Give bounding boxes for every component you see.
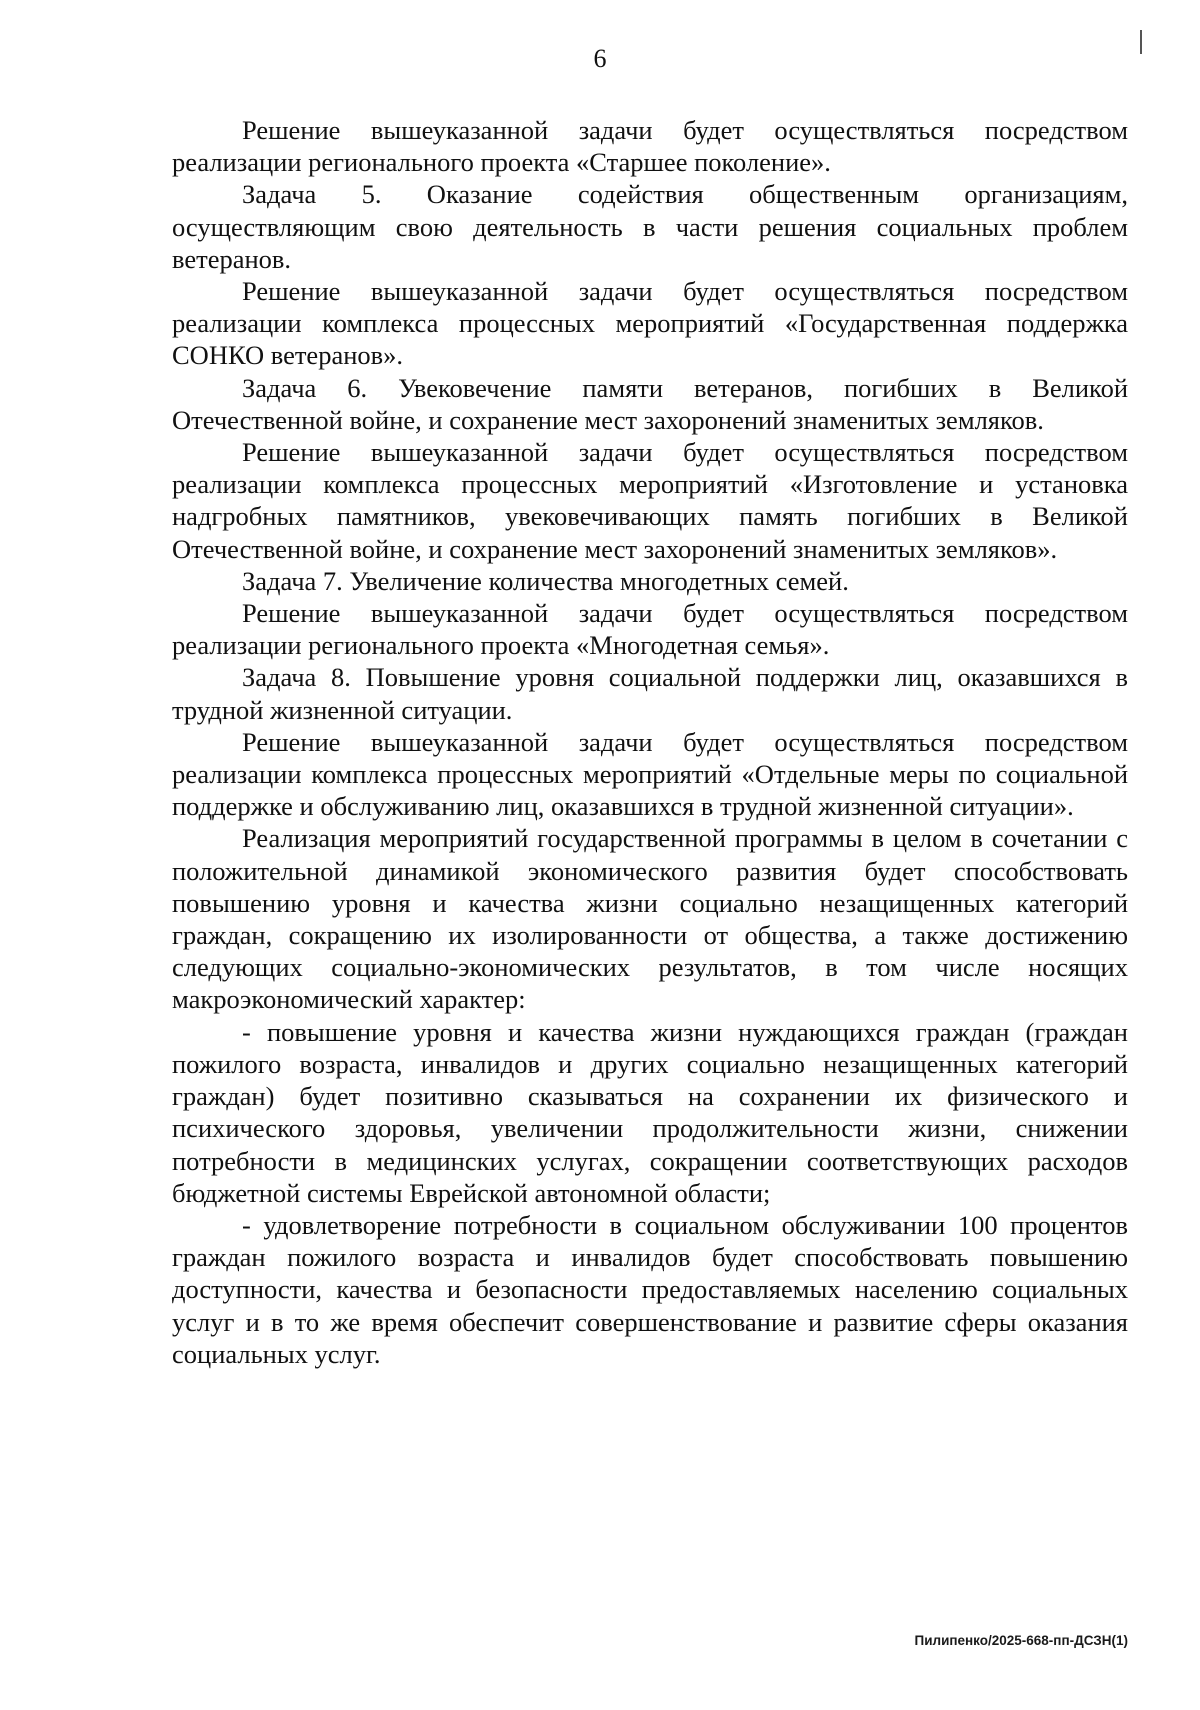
paragraph: Решение вышеуказанной задачи будет осуществляться посредством реализации регионального проекта «Многодетная семья».	[172, 598, 1128, 661]
list-item: - удовлетворение потребности в социальном обслуживании 100 процентов граждан пожилого возраста и инвалидов будет способствовать повышению доступности, качества и безопасности предоставляемых населению социальных услуг и в то же время обеспечит совершенствование и развитие сферы оказания социальных услуг.	[172, 1209, 1128, 1369]
paragraph: Реализация мероприятий государственной программы в целом в сочетании с положительной динамикой экономического развития будет способствовать повышению уровня и качества жизни социально незащищенных категорий граждан, сокращению их изолированности от общества, а также достижению следующих социально-экономических результатов, в том числе носящих макроэкономический характер:	[172, 823, 1128, 1015]
page-number: 6	[593, 44, 607, 73]
paragraph: Решение вышеуказанной задачи будет осуществляться посредством реализации комплекса процессных мероприятий «Государственная поддержка СОНКО ветеранов».	[172, 276, 1128, 371]
document-code: Пилипенко/2025-668-пп-ДСЗН(1)	[914, 1633, 1128, 1648]
paragraph: Решение вышеуказанной задачи будет осуществляться посредством реализации регионального проекта «Старшее поколение».	[172, 115, 1128, 178]
list-item: - повышение уровня и качества жизни нуждающихся граждан (граждан пожилого возраста, инвалидов и других социально незащищенных категорий граждан) будет позитивно сказываться на сохранении их физического и психического здоровья, увеличении продолжительности жизни, снижении потребности в медицинских услугах, сокращении соответствующих расходов бюджетной системы Еврейской автономной области;	[172, 1016, 1128, 1208]
paragraph: Решение вышеуказанной задачи будет осуществляться посредством реализации комплекса процессных мероприятий «Изготовление и установка надгробных памятников, увековечивающих память погибших в Великой Отечественной войне, и сохранение мест захоронений знаменитых земляков».	[172, 437, 1128, 564]
paragraph: Задача 5. Оказание содействия общественным организациям, осуществляющим свою деятельность в части решения социальных проблем ветеранов.	[172, 179, 1128, 274]
paragraph: Задача 8. Повышение уровня социальной поддержки лиц, оказавшихся в трудной жизненной ситуации.	[172, 662, 1128, 725]
document-body	[172, 114, 1128, 1370]
paragraph: Задача 7. Увеличение количества многодетных семей.	[242, 565, 849, 596]
paragraph: Задача 6. Увековечение памяти ветеранов, погибших в Великой Отечественной войне, и сохранение мест захоронений знаменитых земляков.	[172, 372, 1128, 435]
paragraph: Решение вышеуказанной задачи будет осуществляться посредством реализации комплекса процессных мероприятий «Отдельные меры по социальной поддержке и обслуживанию лиц, оказавшихся в трудной жизненной ситуации».	[172, 726, 1128, 822]
